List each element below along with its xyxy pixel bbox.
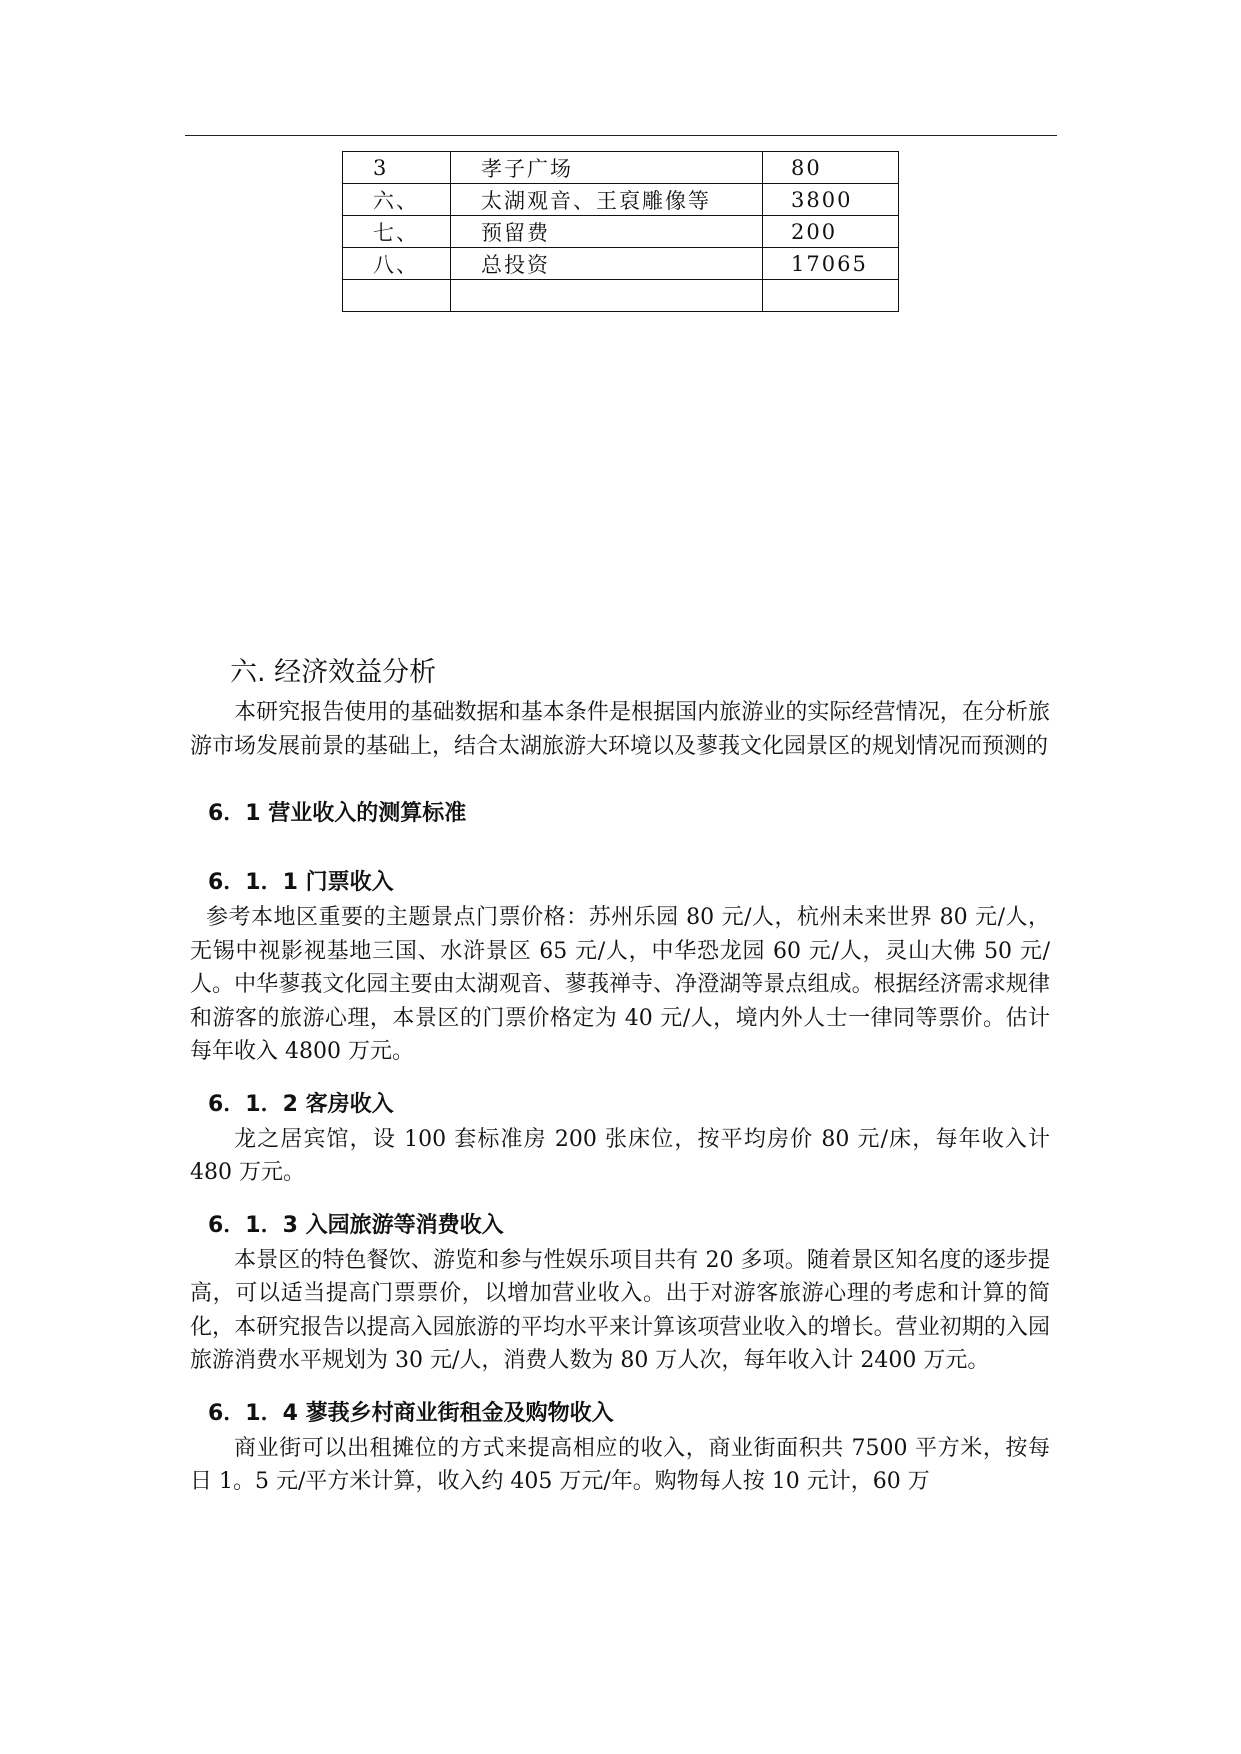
- paragraph: 参考本地区重要的主题景点门票价格：苏州乐园 80 元/人，杭州未来世界 80 元/人，无锡中视影视基地三国、水浒景区 65 元/人，中华恐龙园 60 元/人，灵山大佛 50 元/人。中华蓼莪文化园主要由太湖观音、蓼莪禅寺、净澄湖等景点组成。根据经济需求规律和游客的旅游心理，本景区的门票价格定为 40 元/人，境内外人士一律同等票价。估计每年收入 4800 万元。: [190, 905, 1050, 1064]
- row-number: 3: [343, 152, 451, 184]
- row-item: 太湖观音、王裒雕像等: [451, 184, 763, 216]
- row-number: 八、: [343, 248, 451, 280]
- paragraph: 商业街可以出租摊位的方式来提高相应的收入，商业街面积共 7500 平方米，按每日 1。5 元/平方米计算，收入约 405 万元/年。购物每人按 10 元计，60 万: [190, 1435, 1050, 1494]
- row-amount: 17065: [763, 248, 899, 280]
- table-row: [343, 280, 899, 312]
- row-number: 七、: [343, 216, 451, 248]
- section-intro: 本研究报告使用的基础数据和基本条件是根据国内旅游业的实际经营情况，在分析旅游市场发展前景的基础上，结合太湖旅游大环境以及蓼莪文化园景区的规划情况而预测的: [190, 700, 1050, 759]
- row-amount: 200: [763, 216, 899, 248]
- row-item: 预留费: [451, 216, 763, 248]
- subsection-title: 6．1 营业收入的测算标准: [208, 801, 467, 826]
- table-row: [343, 248, 899, 280]
- table-row: [343, 152, 899, 184]
- row-amount: [763, 280, 899, 312]
- row-item: 总投资: [451, 248, 763, 280]
- row-item: [451, 280, 763, 312]
- investment-table: [342, 151, 899, 312]
- paragraph: 本景区的特色餐饮、游览和参与性娱乐项目共有 20 多项。随着景区知名度的逐步提高，可以适当提高门票票价，以增加营业收入。出于对游客旅游心理的考虑和计算的简化，本研究报告以提高入园旅游的平均水平来计算该项营业收入的增长。营业初期的入园旅游消费水平规划为 30 元/人，消费人数为 80 万人次，每年收入计 2400 万元。: [190, 1247, 1050, 1373]
- main-content: [190, 650, 1050, 1499]
- row-item: 孝子广场: [451, 152, 763, 184]
- section-title: 六. 经济效益分析: [230, 657, 437, 688]
- paragraph: 龙之居宾馆，设 100 套标准房 200 张床位，按平均房价 80 元/床，每年收入计 480 万元。: [190, 1126, 1050, 1185]
- row-number: [343, 280, 451, 312]
- row-amount: 3800: [763, 184, 899, 216]
- table-row: [343, 184, 899, 216]
- row-amount: 80: [763, 152, 899, 184]
- row-number: 六、: [343, 184, 451, 216]
- subsection-title: 6．1．4 蓼莪乡村商业街租金及购物收入: [208, 1400, 614, 1426]
- subsection-title: 6．1．2 客房收入: [208, 1091, 394, 1117]
- subsection-title: 6．1．1 门票收入: [208, 870, 394, 895]
- header-rule: [185, 135, 1057, 136]
- subsection-title: 6．1．3 入园旅游等消费收入: [208, 1212, 504, 1238]
- table-row: [343, 216, 899, 248]
